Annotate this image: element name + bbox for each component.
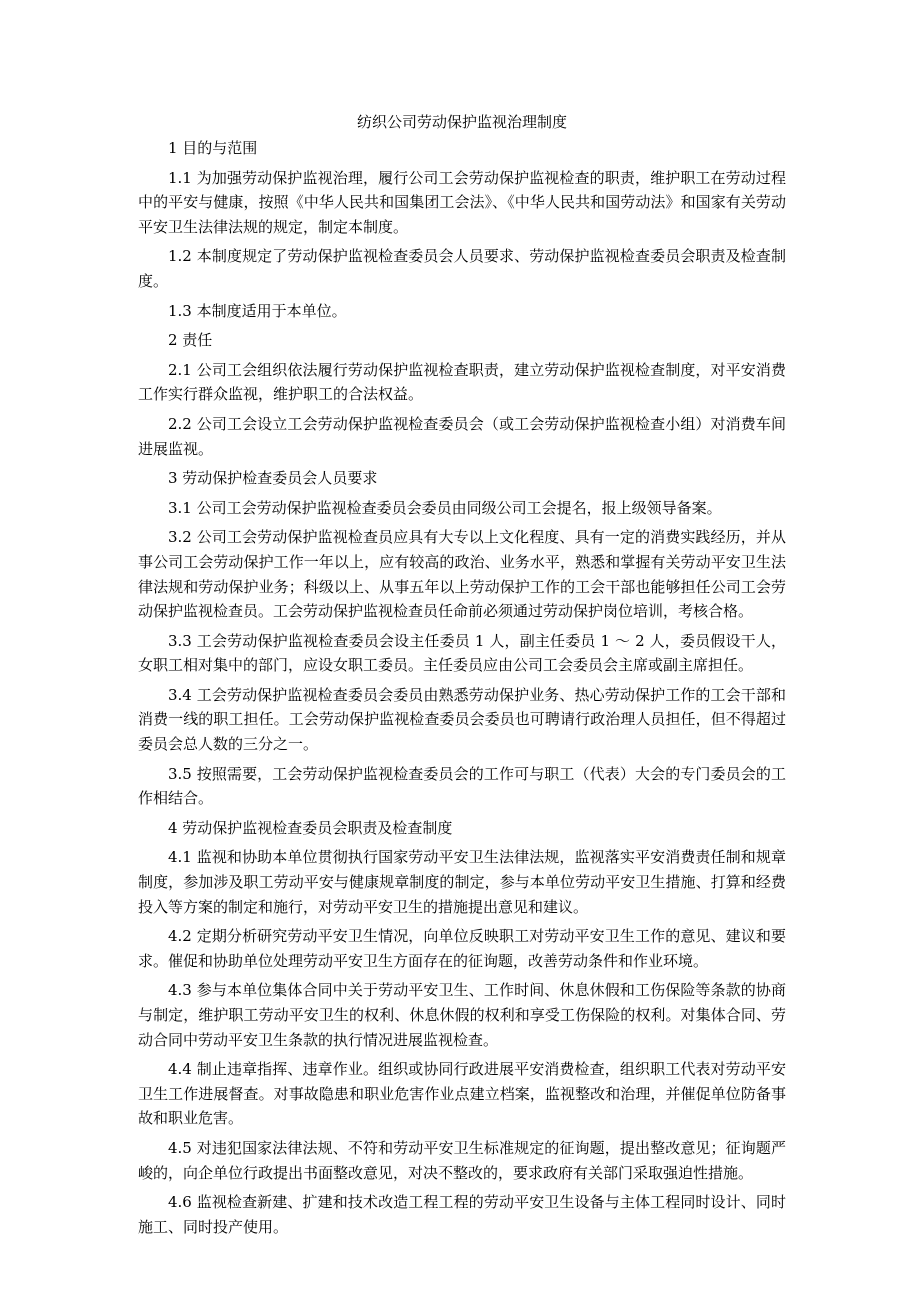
paragraph: 3.3 工会劳动保护监视检查委员会设主任委员 1 人，副主任委员 1 ～ 2 人，委员假设干人，女职工相对集中的部门，应设女职工委员。主任委员应由公司工会委员会主席或副主席担任。 — [138, 631, 786, 675]
paragraph: 4.2 定期分析研究劳动平安卫生情况，向单位反映职工对劳动平安卫生工作的意见、建议和要求。催促和协助单位处理劳动平安卫生方面存在的征询题，改善劳动条件和作业环境。 — [138, 927, 786, 970]
document-title: 纺织公司劳动保护监视治理制度 — [356, 113, 567, 131]
document-body — [138, 136, 786, 1239]
paragraph: 4 劳动保护监视检查委员会职责及检查制度 — [168, 818, 453, 837]
paragraph: 4.1 监视和协助本单位贯彻执行国家劳动平安卫生法律法规，监视落实平安消费责任制和规章制度，参加涉及职工劳动平安与健康规章制度的制定，参与本单位劳动平安卫生措施、打算和经费投入等方案的制定和施行，对劳动平安卫生的措施提出意见和建议。 — [138, 848, 786, 916]
paragraph: 4.6 监视检查新建、扩建和技术改造工程工程的劳动平安卫生设备与主体工程同时设计、同时施工、同时投产使用。 — [138, 1193, 786, 1236]
paragraph: 3.2 公司工会劳动保护监视检查员应具有大专以上文化程度、具有一定的消费实践经历，并从事公司工会劳动保护工作一年以上，应有较高的政治、业务水平，熟悉和掌握有关劳动平安卫生法律法规和劳动保护业务；科级以上、从事五年以上劳动保护工作的工会干部也能够担任公司工会劳动保护监视检查员。工会劳动保护监视检查员任命前必须通过劳动保护岗位培训，考核合格。 — [138, 528, 786, 621]
paragraph: 2.2 公司工会设立工会劳动保护监视检查委员会（或工会劳动保护监视检查小组）对消费车间进展监视。 — [138, 414, 786, 458]
paragraph: 1.2 本制度规定了劳动保护监视检查委员会人员要求、劳动保护监视检查委员会职责及检查制度。 — [138, 247, 786, 290]
paragraph: 1.3 本制度适用于本单位。 — [168, 301, 347, 320]
paragraph: 3 劳动保护检查委员会人员要求 — [168, 469, 378, 488]
paragraph: 2.1 公司工会组织依法履行劳动保护监视检查职责，建立劳动保护监视检查制度，对平安消费工作实行群众监视，维护职工的合法权益。 — [138, 360, 786, 404]
paragraph: 3.4 工会劳动保护监视检查委员会委员由熟悉劳动保护业务、热心劳动保护工作的工会干部和消费一线的职工担任。工会劳动保护监视检查委员会委员也可聘请行政治理人员担任，但不得超过委员会总人数的三分之一。 — [138, 685, 786, 754]
paragraph: 4.3 参与本单位集体合同中关于劳动平安卫生、工作时间、休息休假和工伤保险等条款的协商与制定，维护职工劳动平安卫生的权利、休息休假的权利和享受工伤保险的权利。对集体合同、劳动合同中劳动平安卫生条款的执行情况进展监视检查。 — [138, 981, 786, 1049]
paragraph: 3.5 按照需要，工会劳动保护监视检查委员会的工作可与职工（代表）大会的专门委员会的工作相结合。 — [138, 764, 786, 808]
paragraph: 2 责任 — [168, 331, 213, 350]
paragraph: 1.1 为加强劳动保护监视治理，履行公司工会劳动保护监视检查的职责，维护职工在劳动过程中的平安与健康，按照《中华人民共和国集团工会法》、《中华人民共和国劳动法》和国家有关劳动平安卫生法律法规的规定，制定本制度。 — [138, 168, 786, 236]
document-page — [138, 110, 786, 1244]
paragraph: 1 目的与范围 — [168, 139, 258, 157]
paragraph: 4.5 对违犯国家法律法规、不符和劳动平安卫生标准规定的征询题，提出整改意见；征询题严峻的，向企单位行政提出书面整改意见，对决不整改的，要求政府有关部门采取强迫性措施。 — [138, 1138, 786, 1182]
paragraph: 4.4 制止违章指挥、违章作业。组织或协同行政进展平安消费检查，组织职工代表对劳动平安卫生工作进展督查。对事故隐患和职业危害作业点建立档案，监视整改和治理，并催促单位防备事故和职业危害。 — [138, 1060, 786, 1128]
paragraph: 3.1 公司工会劳动保护监视检查委员会委员由同级公司工会提名，报上级领导备案。 — [168, 498, 722, 517]
